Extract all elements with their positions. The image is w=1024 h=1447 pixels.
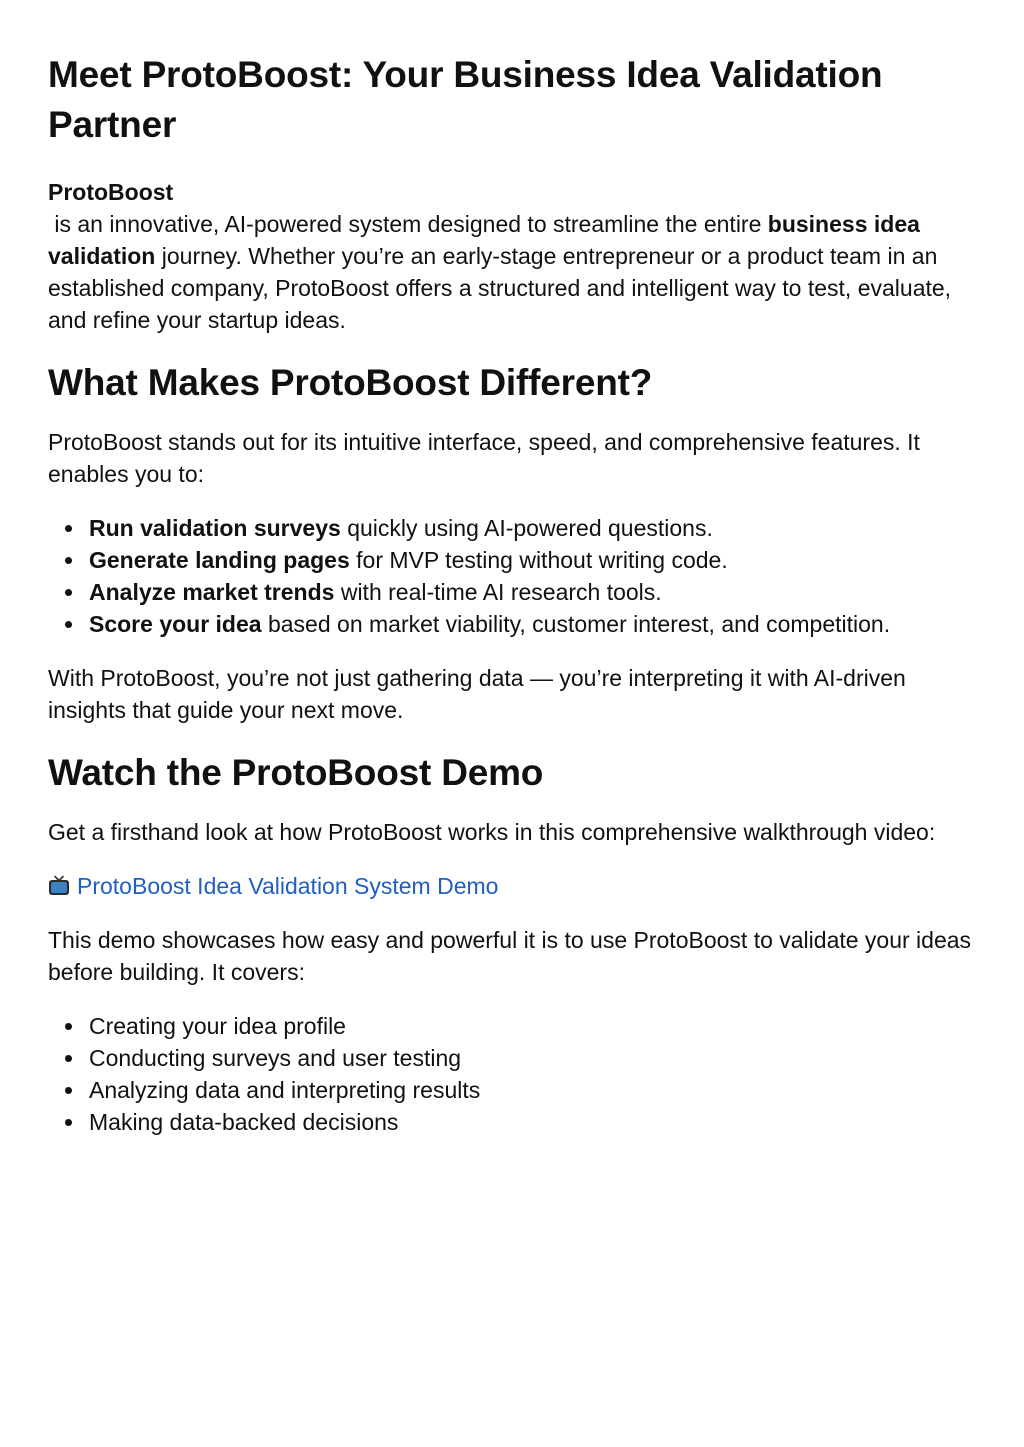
- list-item: [89, 512, 976, 544]
- demo-lead-paragraph: Get a firsthand look at how ProtoBoost works in this comprehensive walkthrough video:: [48, 819, 936, 845]
- demo-video-link-row: [48, 870, 976, 902]
- list-item: [89, 544, 976, 576]
- features-list: [48, 512, 976, 640]
- feature-text: quickly using AI-powered questions.: [340, 515, 713, 541]
- different-lead-paragraph: ProtoBoost stands out for its intuitive interface, speed, and comprehensive features. It enables you to:: [48, 429, 920, 487]
- feature-bold: Score your idea: [89, 611, 262, 637]
- demo-description-paragraph: This demo showcases how easy and powerful it is to use ProtoBoost to validate your ideas before building. It covers:: [48, 927, 972, 985]
- list-item: [89, 576, 976, 608]
- brand-name: ProtoBoost: [48, 179, 174, 205]
- intro-text-2: journey. Whether you’re an early-stage entrepreneur or a product team in an established company, ProtoBoost offers a structured and intelligent way to test, evaluate, and refine your startup ideas.: [48, 243, 952, 333]
- feature-text: based on market viability, customer interest, and competition.: [261, 611, 891, 637]
- list-item: Making data-backed decisions: [89, 1106, 976, 1138]
- television-icon: [48, 875, 70, 897]
- list-item: Creating your idea profile: [89, 1010, 976, 1042]
- list-item: Analyzing data and interpreting results: [89, 1074, 976, 1106]
- feature-bold: Generate landing pages: [89, 547, 350, 573]
- feature-bold: Run validation surveys: [89, 515, 341, 541]
- intro-text-1: is an innovative, AI-powered system designed to streamline the entire: [48, 211, 768, 237]
- feature-text: with real-time AI research tools.: [334, 579, 662, 605]
- demo-topics-list: [48, 1010, 976, 1138]
- intro-bold-phrase: business idea validation: [48, 211, 920, 269]
- feature-text: for MVP testing without writing code.: [349, 547, 728, 573]
- list-item: [89, 608, 976, 640]
- demo-video-link[interactable]: ProtoBoost Idea Validation System Demo: [77, 873, 499, 899]
- list-item: Conducting surveys and user testing: [89, 1042, 976, 1074]
- page-title: Meet ProtoBoost: Your Business Idea Validation Partner: [48, 54, 883, 145]
- intro-paragraph: [48, 176, 976, 336]
- heading-what-makes-different: What Makes ProtoBoost Different?: [48, 362, 653, 403]
- heading-watch-demo: Watch the ProtoBoost Demo: [48, 752, 544, 793]
- different-closing-paragraph: With ProtoBoost, you’re not just gathering data — you’re interpreting it with AI-driven insights that guide your next move.: [48, 665, 906, 723]
- feature-bold: Analyze market trends: [89, 579, 335, 605]
